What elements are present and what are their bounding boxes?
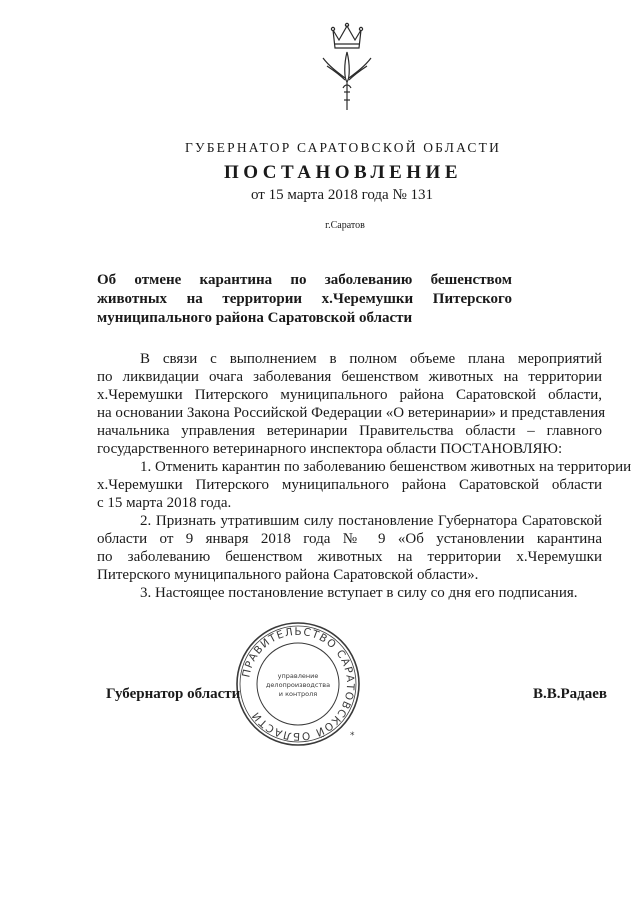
body-line: на основании Закона Российской Федерации «О ветеринарии» и представления [97,405,606,421]
seal-inner-line: управление [277,672,319,680]
document-date-number: от 15 марта 2018 года № 131 [250,187,434,203]
body-line: 2. Признать утратившим силу постановление Губернатора Саратовской [140,513,602,529]
seal-outer-text: ПРАВИТЕЛЬСТВО САРАТОВСКОЙ ОБЛАСТИ [240,625,357,743]
body-line: Питерского муниципального района Саратовской области». [97,567,479,583]
body-line: В связи с выполнением в полном объеме плана мероприятий [140,351,602,367]
body-line: 3. Настоящее постановление вступает в силу со дня его подписания. [140,585,578,601]
document-body [97,350,632,602]
body-line: по ликвидации очага заболевания бешенством животных на территории [97,369,602,385]
body-line: х.Черемушки Питерского муниципального района Саратовской области, [97,387,602,403]
svg-text:*: * [350,731,355,741]
document-title [97,271,512,328]
signatory-role: Губернатор области [106,686,241,702]
body-line: х.Черемушки Питерского муниципального района Саратовской области [97,477,602,493]
document-place: г.Саратов [325,220,365,231]
seal-inner-line: делопроизводства [265,681,331,689]
body-line: 1. Отменить карантин по заболеванию бешенством животных на территории [140,459,632,475]
seal-inner-line: и контроля [278,690,318,698]
crown-emblem-icon [315,22,379,114]
body-line: начальника управления ветеринарии Правительства области – главного [97,423,602,439]
official-seal-stamp [234,620,362,748]
signatory-name: В.В.Радаев [533,686,608,702]
body-line: с 15 марта 2018 года. [97,495,232,511]
title-line: животных на территории х.Черемушки Питерского [97,291,512,307]
document-type-heading: ПОСТАНОВЛЕНИЕ [223,162,463,183]
body-line: области от 9 января 2018 года № 9 «Об установлении карантина [97,531,602,547]
title-line: муниципального района Саратовской области [97,310,413,326]
issuer-heading: ГУБЕРНАТОР САРАТОВСКОЙ ОБЛАСТИ [184,140,502,155]
body-line: по заболеванию бешенством животных на территории х.Черемушки [97,549,602,565]
title-line: Об отмене карантина по заболеванию бешенством [97,272,512,288]
body-line: государственного ветеринарного инспектора области ПОСТАНОВЛЯЮ: [97,441,563,457]
